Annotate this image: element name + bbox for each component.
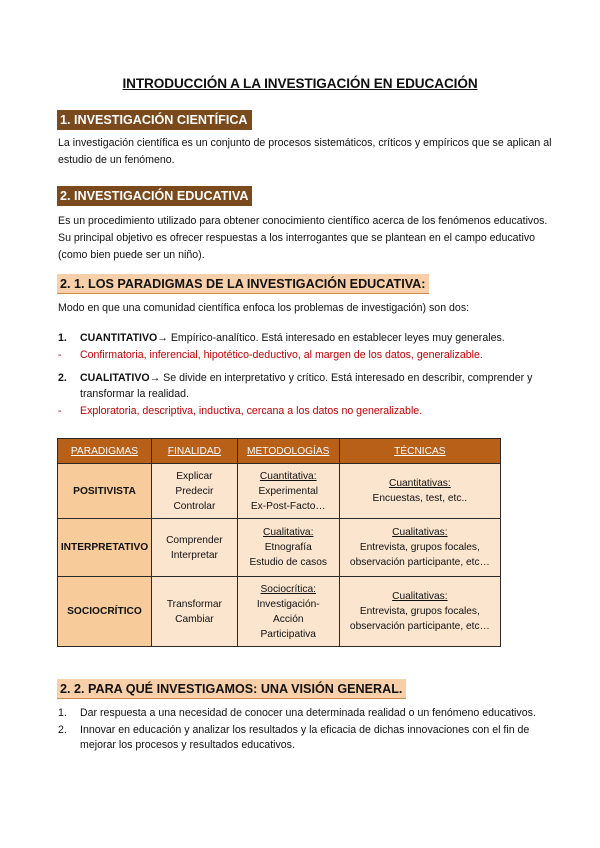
cell-line: Comprender bbox=[166, 534, 223, 546]
paradigmas-intro: Modo en que una comunidad científica enfoca los problemas de investigación) son dos: bbox=[58, 302, 470, 314]
cell-line: Entrevista, grupos focales, bbox=[359, 542, 480, 553]
paradigm-cell: SOCIOCRÍTICO bbox=[58, 577, 152, 647]
cell-label: Cualitativas: bbox=[392, 527, 448, 538]
cell-line: Estudio de casos bbox=[249, 557, 328, 568]
cell-line: Explicar bbox=[176, 470, 213, 482]
cell-line: Controlar bbox=[173, 500, 216, 512]
finalidad-cell bbox=[151, 519, 237, 577]
column-header-finalidad: FINALIDAD bbox=[151, 439, 237, 464]
list-number: 1. bbox=[58, 707, 67, 719]
section-text-investigacion-educativa: Es un procedimiento utilizado para obtener conocimiento científico acerca de los fenómenos educativos. Su principal objetivo es ofrecer respuestas a los interrogantes que se plantean en el campo educativo (como bien puede ser un niño). bbox=[58, 215, 548, 261]
column-header-tecnicas: TÉCNICAS bbox=[339, 439, 500, 464]
document-title: INTRODUCCIÓN A LA INVESTIGACIÓN EN EDUCACIÓN bbox=[122, 76, 478, 91]
section-heading-investigacion-educativa: 2. INVESTIGACIÓN EDUCATIVA bbox=[57, 186, 252, 206]
table-row bbox=[58, 519, 501, 577]
item-text: Dar respuesta a una necesidad de conocer una determinada realidad o un fenómeno educativos. bbox=[80, 707, 536, 719]
cell-line: observación participante, etc… bbox=[349, 557, 490, 568]
subitem-text: Exploratoria, descriptiva, inductiva, cercana a los datos no generalizable. bbox=[80, 405, 423, 417]
table-row bbox=[58, 577, 501, 647]
tecnicas-cell bbox=[339, 577, 500, 647]
item-text: → Se divide en interpretativo y crítico. Está interesado en describir, comprender y transformar la realidad. bbox=[80, 372, 533, 400]
subitem-text: Confirmatoria, inferencial, hipotético-deductivo, al margen de los datos, generalizable. bbox=[80, 349, 483, 361]
cell-line: Transformar bbox=[166, 598, 222, 610]
cell-line: Entrevista, grupos focales, bbox=[359, 606, 480, 617]
cell-line: Acción bbox=[272, 613, 304, 625]
list-number: 1. bbox=[58, 332, 67, 344]
term-cualitativo: CUALITATIVO bbox=[80, 372, 150, 384]
cell-line: Predecir bbox=[175, 485, 214, 497]
cell-line: Investigación- bbox=[256, 598, 320, 610]
item-text: → Empírico-analítico. Está interesado en establecer leyes muy generales. bbox=[157, 332, 505, 344]
paradigm-cell: POSITIVISTA bbox=[58, 464, 152, 519]
metodologia-cell bbox=[237, 519, 339, 577]
para-que-investigamos-list bbox=[58, 706, 558, 753]
cell-line: observación participante, etc… bbox=[349, 621, 490, 632]
finalidad-cell bbox=[151, 464, 237, 519]
item-text: Innovar en educación y analizar los resultados y la eficacia de dichas innovaciones con el fin de mejorar los procesos y resultados educativos. bbox=[80, 724, 530, 751]
tecnicas-cell bbox=[339, 464, 500, 519]
paradigms-table bbox=[57, 438, 501, 647]
section-heading-para-que-investigamos: 2. 2. PARA QUÉ INVESTIGAMOS: UNA VISIÓN GENERAL. bbox=[57, 679, 406, 699]
cell-line: Participativa bbox=[260, 628, 316, 640]
list-item bbox=[58, 706, 558, 721]
list-item-cualitativo bbox=[58, 370, 570, 402]
finalidad-cell bbox=[151, 577, 237, 647]
dash-bullet: - bbox=[58, 349, 62, 361]
cell-label: Cuantitativa: bbox=[259, 470, 317, 482]
tecnicas-cell bbox=[339, 519, 500, 577]
dash-bullet: - bbox=[58, 405, 62, 417]
cell-line: Experimental bbox=[258, 485, 318, 497]
metodologia-cell bbox=[237, 577, 339, 647]
cell-label: Cuantitativas: bbox=[388, 478, 451, 489]
cell-line: Encuestas, test, etc.. bbox=[372, 493, 468, 504]
metodologia-cell bbox=[237, 464, 339, 519]
cell-line: Ex-Post-Facto… bbox=[250, 500, 326, 512]
list-number: 2. bbox=[58, 372, 67, 384]
section-heading-investigacion-cientifica: 1. INVESTIGACIÓN CIENTÍFICA bbox=[57, 110, 252, 130]
column-header-metodologias: METODOLOGÍAS bbox=[237, 439, 339, 464]
section-heading-paradigmas: 2. 1. LOS PARADIGMAS DE LA INVESTIGACIÓN EDUCATIVA: bbox=[57, 274, 429, 294]
table-header-row bbox=[58, 439, 501, 464]
table-row bbox=[58, 464, 501, 519]
section-text-investigacion-cientifica: La investigación científica es un conjunto de procesos sistemáticos, críticos y empíricos que se aplican al estudio de un fenómeno. bbox=[58, 137, 552, 166]
column-header-paradigmas: PARADIGMAS bbox=[58, 439, 152, 464]
list-subitem-cuantitativo bbox=[58, 347, 483, 363]
cell-label: Cualitativa: bbox=[263, 527, 314, 538]
list-subitem-cualitativo bbox=[58, 403, 422, 419]
cell-line: Interpretar bbox=[170, 549, 218, 561]
list-item-cuantitativo bbox=[58, 330, 505, 346]
term-cuantitativo: CUANTITATIVO bbox=[80, 332, 158, 344]
list-number: 2. bbox=[58, 724, 67, 736]
cell-line: Cambiar bbox=[175, 613, 214, 625]
cell-label: Cualitativas: bbox=[392, 591, 448, 602]
paradigm-cell: INTERPRETATIVO bbox=[58, 519, 152, 577]
cell-label: Sociocrítica: bbox=[260, 583, 316, 595]
cell-line: Etnografía bbox=[264, 542, 312, 553]
list-item bbox=[58, 723, 558, 753]
